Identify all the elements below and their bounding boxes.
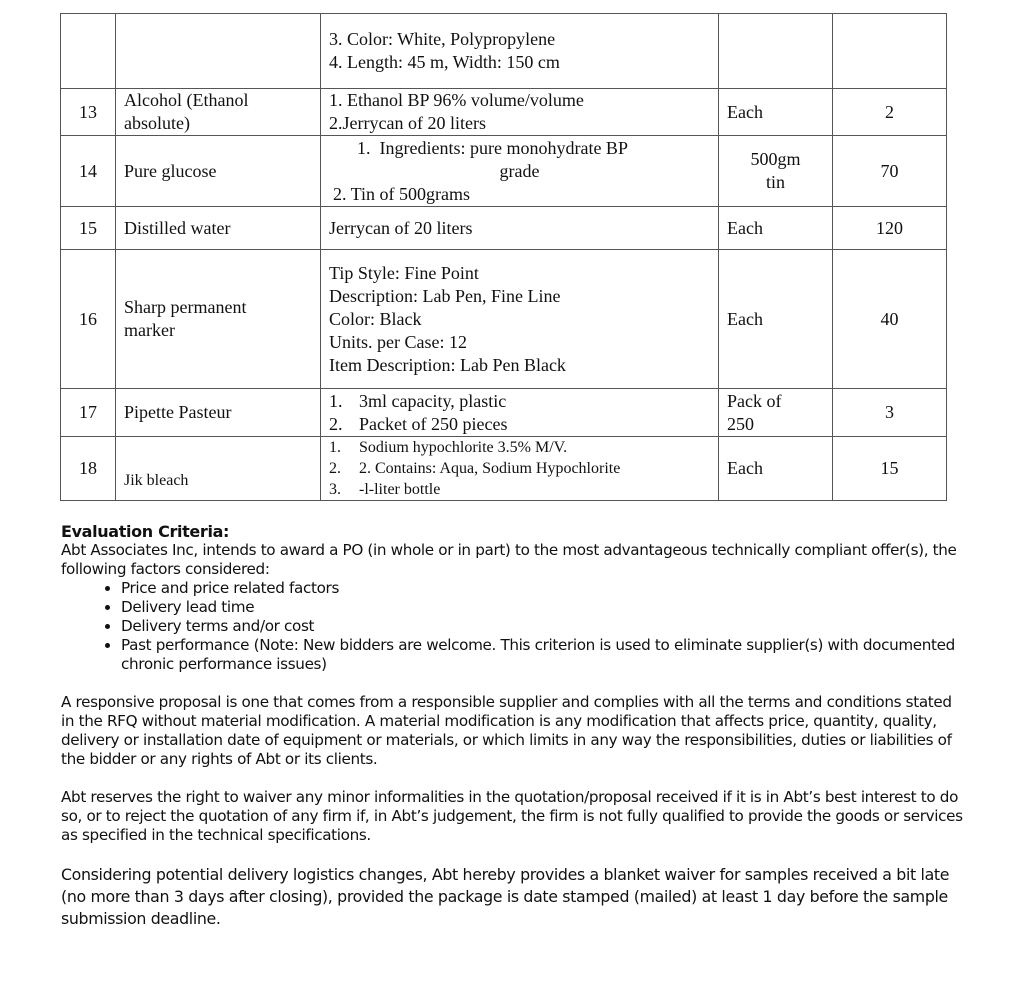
item-name: Sharp permanent marker [116, 250, 321, 389]
item-description: 1. Ethanol BP 96% volume/volume 2.Jerrycan of 20 liters [321, 89, 719, 136]
item-name [116, 14, 321, 89]
waiver-paragraph: Abt reserves the right to waiver any minor informalities in the quotation/proposal received if it is in Abt’s best interest to do so, or to reject the quotation of any firm if, in Abt’s judgement, the firm is not fully qualified to provide the goods or services as specified in the technical specifications. [61, 788, 963, 844]
items-table [60, 13, 947, 501]
section-heading: Evaluation Criteria: [61, 522, 230, 541]
responsive-proposal-paragraph: A responsive proposal is one that comes from a responsible supplier and complies with all the terms and conditions stated in the RFQ without material modification. A material modification is any modification that affects price, quantity, quality, delivery or installation date of equipment or materials, or which limits in any way the responsibilities, duties or liabilities of the bidder or any rights of Abt or its clients. [61, 693, 952, 768]
list-item: • Past performance (Note: New bidders are welcome. This criterion is used to eliminate supplier(s) with documented chronic performance issues) [121, 636, 966, 674]
item-description [321, 389, 719, 437]
criteria-intro: Abt Associates Inc, intends to award a PO (in whole or in part) to the most advantageous technically compliant offer(s), the following factors considered: [61, 541, 957, 578]
list-item: 1. Sodium hypochlorite 3.5% M/V. [329, 439, 568, 456]
item-name: Distilled water [116, 207, 321, 250]
list-item: • Price and price related factors [121, 579, 966, 598]
item-number: 14 [61, 136, 116, 207]
item-description: 1. Ingredients: pure monohydrate BP grade 2. Tin of 500grams [321, 136, 719, 207]
item-unit: Each [719, 250, 833, 389]
table-row [61, 14, 947, 89]
table-row [61, 136, 947, 207]
item-number: 16 [61, 250, 116, 389]
item-quantity: 120 [833, 207, 947, 250]
list-item: 2. Packet of 250 pieces [329, 413, 508, 434]
item-name: Jik bleach [116, 437, 321, 501]
table-row [61, 250, 947, 389]
criteria-block [61, 541, 966, 674]
table-row [61, 389, 947, 437]
list-item: • Delivery lead time [121, 598, 966, 617]
table-row [61, 207, 947, 250]
item-name: Pure glucose [116, 136, 321, 207]
item-number [61, 14, 116, 89]
list-item: 2. 2. Contains: Aqua, Sodium Hypochlorite [329, 460, 621, 477]
item-unit [719, 14, 833, 89]
list-text: Ingredients: pure monohydrate BP [379, 137, 628, 158]
table-row [61, 437, 947, 501]
item-number: 13 [61, 89, 116, 136]
item-unit: Each [719, 89, 833, 136]
evaluation-section [61, 522, 966, 949]
item-unit: Each [719, 437, 833, 501]
item-quantity: 70 [833, 136, 947, 207]
item-name: Pipette Pasteur [116, 389, 321, 437]
item-number: 17 [61, 389, 116, 437]
description-list-item [329, 137, 710, 160]
list-item: • Delivery terms and/or cost [121, 617, 966, 636]
item-quantity: 40 [833, 250, 947, 389]
item-number: 15 [61, 207, 116, 250]
item-name: Alcohol (Ethanol absolute) [116, 89, 321, 136]
criteria-list [61, 579, 966, 674]
list-marker: 1. [357, 137, 371, 158]
item-unit: 500gm tin [719, 136, 833, 207]
list-item: 3. -l-liter bottle [329, 481, 441, 498]
item-quantity [833, 14, 947, 89]
list-item: 1. 3ml capacity, plastic [329, 390, 507, 411]
item-description: 3. Color: White, Polypropylene 4. Length: 45 m, Width: 150 cm [321, 14, 719, 89]
table-row [61, 89, 947, 136]
item-description [321, 437, 719, 501]
delivery-waiver-paragraph: Considering potential delivery logistics changes, Abt hereby provides a blanket waiver for samples received a bit late (no more than 3 days after closing), provided the package is date stamped (mailed) at least 1 day before the sample submission deadline. [61, 865, 950, 928]
item-quantity: 3 [833, 389, 947, 437]
item-unit: Each [719, 207, 833, 250]
item-quantity: 2 [833, 89, 947, 136]
description-list [329, 390, 710, 436]
item-description: Jerrycan of 20 liters [321, 207, 719, 250]
description-list [329, 437, 710, 500]
item-description: Tip Style: Fine Point Description: Lab Pen, Fine Line Color: Black Units. per Case: 12 Item Description: Lab Pen Black [321, 250, 719, 389]
item-number: 18 [61, 437, 116, 501]
item-quantity: 15 [833, 437, 947, 501]
item-unit: Pack of 250 [719, 389, 833, 437]
